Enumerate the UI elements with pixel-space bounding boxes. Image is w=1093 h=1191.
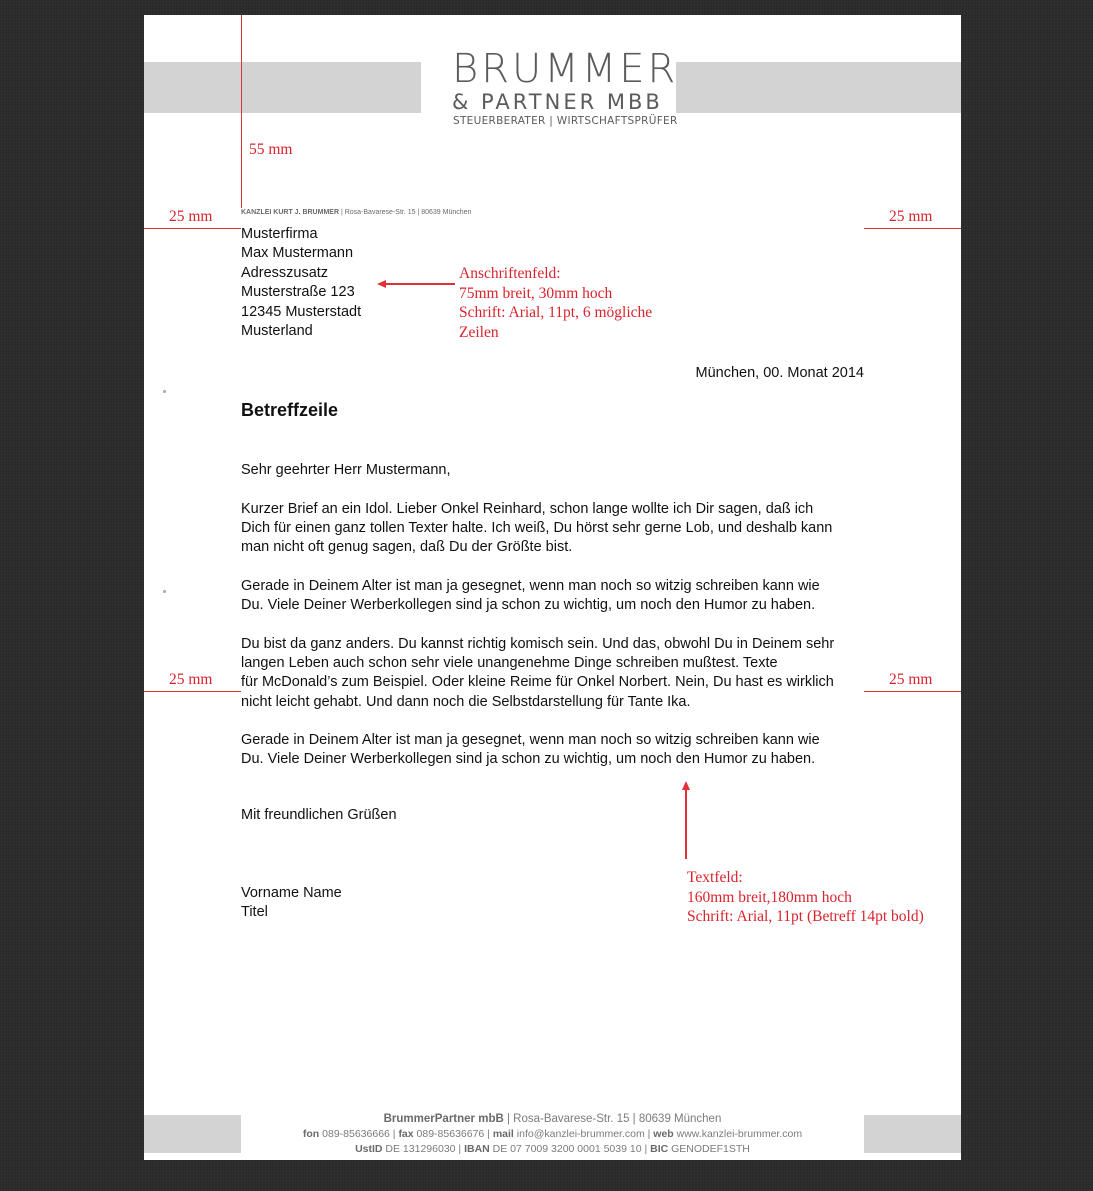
right-margin-label-mid: 25 mm: [889, 671, 933, 688]
footer-iban-label: IBAN: [464, 1143, 490, 1155]
footer-fax-label: fax: [398, 1128, 414, 1140]
footer-company-address: | Rosa-Bavarese-Str. 15 | 80639 München: [503, 1113, 722, 1125]
signature-title: Titel: [241, 904, 268, 921]
footer-web: www.kanzlei-brummer.com: [673, 1128, 803, 1140]
top-margin-label: 55 mm: [249, 141, 293, 158]
text-note-line: 160mm breit,180mm hoch: [687, 888, 852, 906]
footer-iban: DE 07 7009 3200 0001 5039 10 |: [489, 1143, 651, 1155]
right-margin-guide-mid: [864, 691, 961, 692]
address-note-line: Schrift: Arial, 11pt, 6 mögliche: [459, 304, 653, 321]
signature-name: Vorname Name: [241, 885, 342, 901]
header-band-left: [144, 62, 421, 113]
fold-mark: [163, 390, 166, 393]
footer-fon-label: fon: [302, 1128, 320, 1140]
address-field-note: [459, 264, 652, 342]
text-field-note: [687, 868, 924, 927]
body-paragraph: Du bist da ganz anders. Du kannst richtig komisch sein. Und das, obwohl Du in Deinem sehr langen Leben auch schon sehr viele unangenehme Dinge schreiben mußtest. Texte für McDonald’s zum Beispiel. Oder kleine Reime für Onkel Norbert. Nein, Du hast es wirklich nicht leicht gehabt. Und dann noch die Selbstdarstellung für Tante Ika.: [241, 635, 835, 710]
sender-address: | Rosa-Bavarese-Str. 15 | 80639 München: [339, 209, 472, 216]
address-note-line: Zeilen: [459, 323, 499, 341]
left-margin-label-top: 25 mm: [169, 208, 213, 225]
footer-mail: info@kanzlei-brummer.com |: [513, 1128, 654, 1140]
footer-bic-label: BIC: [650, 1143, 669, 1155]
logo-tagline: STEUERBERATER | WIRTSCHAFTSPRÜFER: [453, 115, 678, 127]
address-line: Adresszusatz: [241, 264, 329, 281]
subject-line: Betreffzeile: [241, 400, 339, 420]
address-line: Musterfirma: [241, 226, 318, 242]
footer-ustid-label: UstID: [355, 1143, 383, 1155]
right-margin-label-top: 25 mm: [889, 208, 933, 225]
text-note-line: Textfeld:: [687, 869, 743, 886]
text-note-line: Schrift: Arial, 11pt (Betreff 14pt bold): [687, 908, 924, 925]
footer-web-label: web: [653, 1128, 674, 1140]
header-band-right: [676, 62, 961, 113]
footer-mail-label: mail: [492, 1128, 514, 1140]
body-paragraph: Gerade in Deinem Alter ist man ja gesegnet, wenn man noch so witzig schreiben kann wie Du. Viele Deiner Werberkollegen sind ja schon zu wichtig, um noch den Humor zu haben.: [241, 577, 820, 614]
closing: Mit freundlichen Grüßen: [241, 807, 397, 823]
address-block: [241, 225, 361, 341]
letter-date: München, 00. Monat 2014: [695, 365, 864, 381]
footer-contact-line: [144, 1127, 961, 1142]
footer-ustid: DE 131296030 |: [382, 1143, 465, 1155]
address-line: Musterland: [241, 323, 313, 340]
address-line: 12345 Musterstadt: [241, 303, 362, 320]
salutation: Sehr geehrter Herr Mustermann,: [241, 462, 451, 478]
letter-body: [241, 461, 881, 789]
footer-company: BrummerPartner mbB: [383, 1113, 504, 1125]
textfield-arrow-line: [685, 789, 687, 859]
right-margin-guide-top: [864, 228, 961, 229]
footer: [144, 1112, 961, 1157]
logo-name: BRUMMER: [452, 46, 679, 92]
top-margin-guide: [241, 15, 242, 208]
address-arrow-line: [384, 283, 455, 285]
sender-name: KANZLEI KURT J. BRUMMER: [241, 209, 339, 216]
address-note-line: Anschriftenfeld:: [459, 265, 561, 282]
footer-bic: GENODEF1STH: [668, 1143, 750, 1155]
letter-page: [144, 15, 961, 1160]
footer-company-line: [144, 1112, 961, 1127]
body-paragraph: Kurzer Brief an ein Idol. Lieber Onkel Reinhard, schon lange wollte ich Dir sagen, daß ich Dich für einen ganz tollen Texter halte. Ich weiß, Du hörst sehr gerne Lob, und deshalb kann man nicht oft genug sagen, daß Du der Größte bist.: [241, 500, 833, 556]
body-paragraph: Gerade in Deinem Alter ist man ja gesegnet, wenn man noch so witzig schreiben kann wie Du. Viele Deiner Werberkollegen sind ja schon zu wichtig, um noch den Humor zu haben.: [241, 732, 820, 768]
left-margin-guide-mid: [144, 691, 241, 692]
address-line: Musterstraße 123: [241, 284, 355, 301]
logo-partner: & PARTNER MBB: [452, 90, 663, 114]
fold-mark: [163, 590, 166, 593]
sender-line: [241, 209, 471, 216]
footer-bank-line: [144, 1142, 961, 1157]
left-margin-label-mid: 25 mm: [169, 671, 213, 688]
address-note-line: 75mm breit, 30mm hoch: [459, 284, 613, 302]
left-margin-guide-top: [144, 228, 241, 229]
signature-block: [241, 884, 342, 923]
footer-fon: 089-85636666 |: [319, 1128, 399, 1140]
address-line: Max Mustermann: [241, 245, 354, 262]
footer-fax: 089-85636676 |: [413, 1128, 493, 1140]
